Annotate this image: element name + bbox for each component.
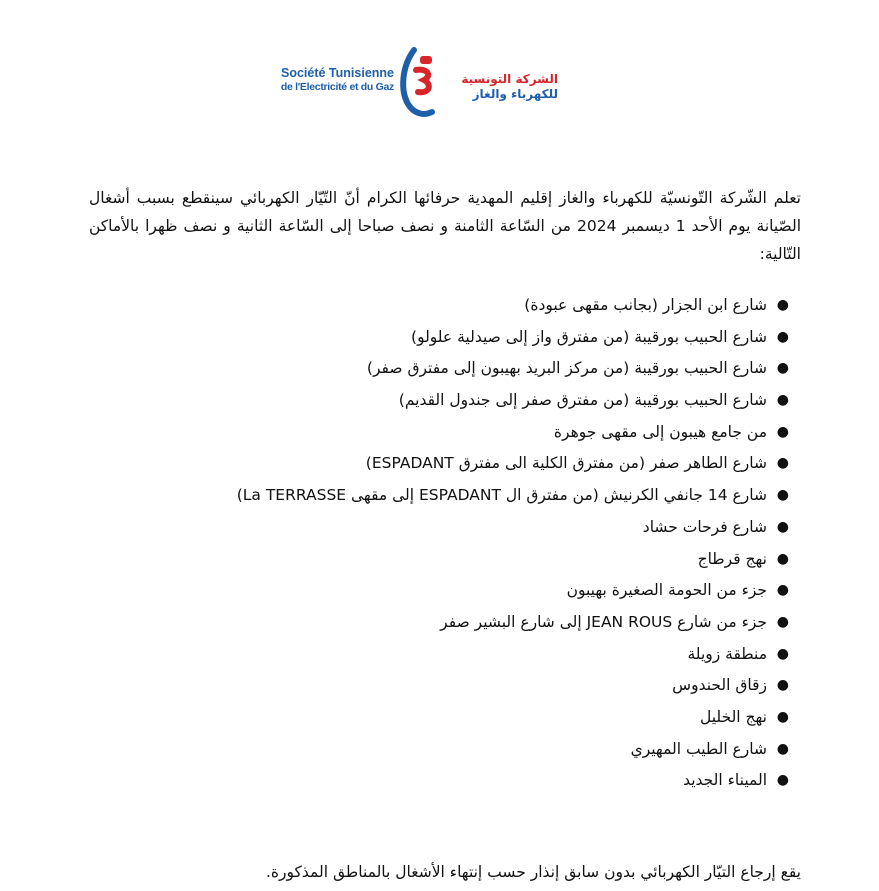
company-name-latin-line1: Société Tunisienne: [281, 66, 394, 80]
location-text: شارع 14 جانفي الكرنيش (من مفترق ال ESPADANT إلى مقهى La TERRASSE): [236, 486, 767, 505]
list-item: [127, 480, 789, 512]
bullet-icon: ●: [776, 392, 789, 409]
location-text: شارع الحبيب بورقيبة (من مركز البريد بهيبون إلى مفترق صفر): [366, 359, 767, 378]
list-item: [127, 575, 789, 607]
location-text: الميناء الجديد: [683, 771, 767, 790]
list-item: [127, 290, 789, 322]
list-item: [127, 765, 789, 797]
bullet-icon: ●: [776, 423, 789, 440]
list-item: [127, 734, 789, 766]
list-item: [127, 512, 789, 544]
bullet-icon: ●: [776, 645, 789, 662]
letterhead: [0, 20, 879, 110]
location-text: من جامع هيبون إلى مقهى جوهرة: [553, 422, 767, 441]
location-text: شارع ابن الجزار (بجانب مقهى عبودة): [524, 296, 767, 314]
list-item: [127, 639, 789, 671]
bullet-icon: ●: [776, 708, 789, 725]
bullet-icon: ●: [776, 518, 789, 535]
bullet-icon: ●: [776, 613, 789, 630]
notice-footer: يقع إرجاع التيّار الكهربائي بدون سابق إنذار حسب إنتهاء الأشغال بالمناطق المذكورة.: [265, 862, 801, 881]
location-text: منطقة زويلة: [687, 644, 767, 663]
location-text: زقاق الحندوس: [672, 676, 767, 695]
location-text: جزء من الحومة الصغيرة بهيبون: [566, 581, 767, 600]
list-item: [127, 385, 789, 417]
list-item: [127, 448, 789, 480]
location-text: شارع الطيب المهيري: [630, 739, 767, 758]
bullet-icon: ●: [776, 740, 789, 757]
list-item: [127, 702, 789, 734]
bullet-icon: ●: [776, 487, 789, 504]
steg-logo-icon: [398, 42, 440, 124]
location-text: جزء من شارع JEAN ROUS إلى شارع البشير صفر: [440, 612, 767, 631]
list-item: [127, 353, 789, 385]
company-name-arabic-line1: الشركة التونسية: [461, 72, 558, 86]
outage-locations-list: [127, 290, 789, 797]
list-item: [127, 607, 789, 639]
list-item: [127, 322, 789, 354]
bullet-icon: ●: [776, 297, 789, 313]
bullet-icon: ●: [776, 455, 789, 472]
location-text: شارع الطاهر صفر (من مفترق الكلية الى مفترق ESPADANT): [365, 454, 767, 473]
company-name-arabic-line2: للكهرباء والغاز: [472, 87, 558, 101]
location-text: شارع فرحات حشاد: [642, 517, 767, 536]
bullet-icon: ●: [776, 360, 789, 377]
list-item: [127, 417, 789, 449]
bullet-icon: ●: [776, 550, 789, 567]
notice-intro: تعلم الشّركة التّونسيّة للكهرباء والغاز إقليم المهدية حرفائها الكرام أنّ التّيّار الكهربائي سينقطع بسبب أشغال الصّيانة يوم الأحد 1 ديسمبر 2024 من السّاعة الثامنة و نصف صباحا إلى السّاعة الثانية و نصف ظهرا بالأماكن التّالية:: [89, 188, 802, 263]
location-text: شارع الحبيب بورقيبة (من مفترق واز إلى صيدلية علولو): [411, 327, 767, 346]
location-text: شارع الحبيب بورقيبة (من مفترق صفر إلى جندول القديم): [398, 391, 767, 410]
bullet-icon: ●: [776, 772, 789, 789]
company-name-latin-line2: de l'Electricité et du Gaz: [280, 81, 394, 93]
bullet-icon: ●: [776, 677, 789, 694]
list-item: [127, 670, 789, 702]
company-name-arabic: [448, 72, 558, 102]
list-item: [127, 544, 789, 576]
location-text: نهج قرطاج: [697, 549, 767, 568]
company-name-latin: [266, 66, 394, 94]
bullet-icon: ●: [776, 328, 789, 345]
location-text: نهج الخليل: [700, 707, 767, 726]
bullet-icon: ●: [776, 582, 789, 599]
